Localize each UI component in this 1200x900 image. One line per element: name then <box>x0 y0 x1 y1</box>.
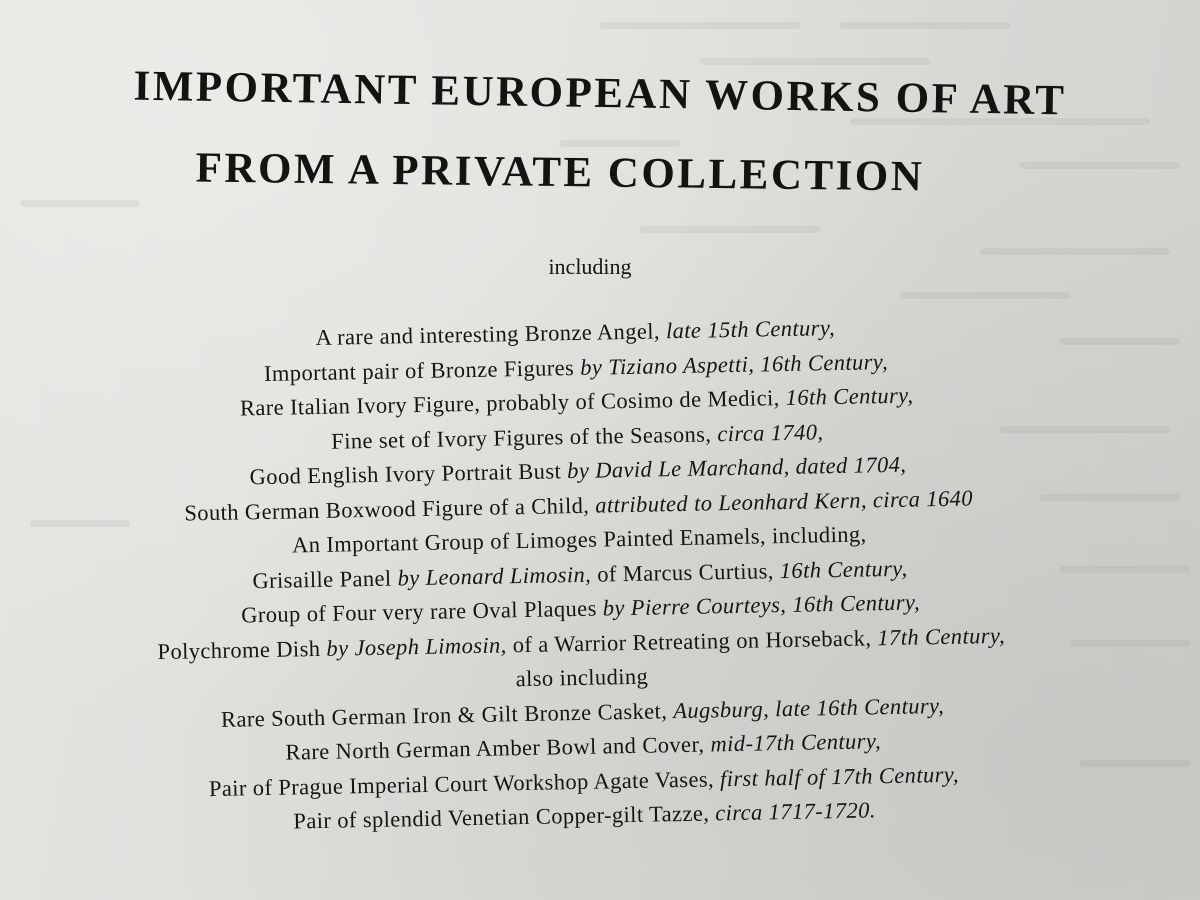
lot-line: An Important Group of Limoges Painted Enamels, including, <box>291 521 867 558</box>
lot-line: Pair of splendid Venetian Copper-gilt Tazze, circa 1717-1720. <box>293 797 877 834</box>
lot-line: Rare South German Iron & Gilt Bronze Casket, Augsburg, late 16th Century, <box>220 692 945 732</box>
lot-line: Good English Ivory Portrait Bust by David Le Marchand, dated 1704, <box>249 451 907 490</box>
lot-list <box>60 306 1100 843</box>
including-label: including <box>548 254 632 279</box>
title-line-2: FROM A PRIVATE COLLECTION <box>195 144 925 201</box>
lot-line: South German Boxwood Figure of a Child, attributed to Leonhard Kern, circa 1640 <box>184 484 974 526</box>
lot-line: Important pair of Bronze Figures by Tiziano Aspetti, 16th Century, <box>263 348 889 386</box>
lot-line: Rare Italian Ivory Figure, probably of Cosimo de Medici, 16th Century, <box>239 382 914 421</box>
lot-line: Polychrome Dish by Joseph Limosin, of a Warrior Retreating on Horseback, 17th Century, <box>157 622 1006 664</box>
lot-line: Group of Four very rare Oval Plaques by Pierre Courteys, 16th Century, <box>240 589 921 628</box>
lot-line: Fine set of Ivory Figures of the Seasons, circa 1740, <box>331 418 824 454</box>
title-line-1: IMPORTANT EUROPEAN WORKS OF ART <box>133 62 1067 125</box>
title-block <box>0 62 1140 201</box>
lot-line: Grisaille Panel by Leonard Limosin, of Marcus Curtius, 16th Century, <box>252 555 908 593</box>
lot-line: A rare and interesting Bronze Angel, late 15th Century, <box>315 315 836 350</box>
also-including-label: also including <box>515 663 649 692</box>
lot-line: Pair of Prague Imperial Court Workshop Agate Vases, first half of 17th Century, <box>208 761 960 801</box>
lot-line: Rare North German Amber Bowl and Cover, mid-17th Century, <box>285 728 882 765</box>
